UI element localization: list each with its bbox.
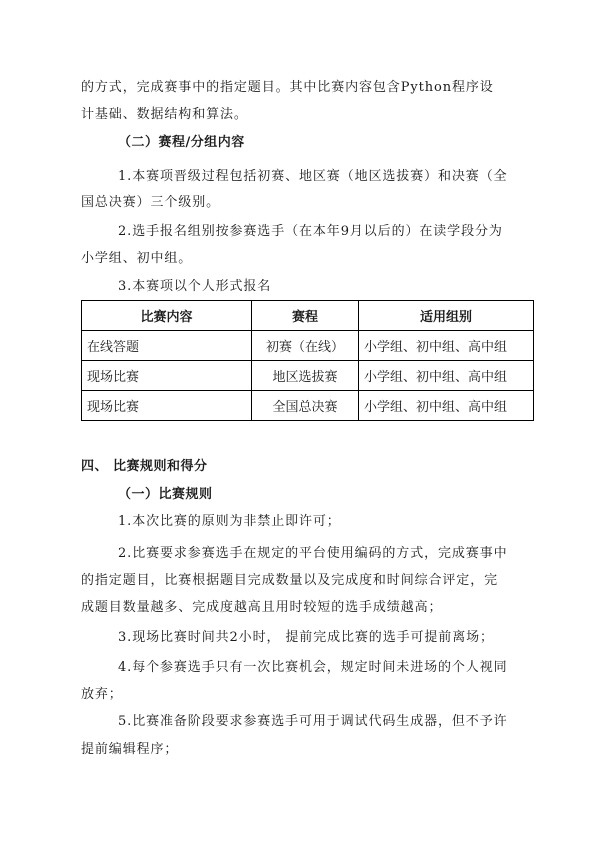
table-cell: 在线答题 xyxy=(82,331,252,361)
paragraph-line: 1.本赛项晋级过程包括初赛、地区赛（地区选拔赛）和决赛（全 xyxy=(118,169,508,184)
rule-line: 提前编辑程序； xyxy=(81,742,179,757)
paragraph-line: 3.本赛项以个人形式报名 xyxy=(118,279,272,294)
table-cell: 现场比赛 xyxy=(82,361,252,391)
competition-schedule-table xyxy=(81,300,534,421)
rule-line: 5.比赛准备阶段要求参赛选手可用于调试代码生成器，但不予许 xyxy=(118,714,508,729)
table-row xyxy=(82,331,534,361)
table-header-cell: 赛程 xyxy=(252,301,359,331)
table-cell: 小学组、初中组、高中组 xyxy=(359,391,534,421)
paragraph-line: 小学组、初中组。 xyxy=(81,251,193,266)
table-cell: 小学组、初中组、高中组 xyxy=(359,361,534,391)
table-row xyxy=(82,361,534,391)
paragraph-line: 2.选手报名组别按参赛选手（在本年9月以后的）在读学段分为 xyxy=(118,224,503,239)
rule-line: 放弃； xyxy=(81,687,123,702)
table-header-cell: 适用组别 xyxy=(359,301,534,331)
rule-line: 4.每个参赛选手只有一次比赛机会，规定时间未进场的个人视同 xyxy=(118,660,508,675)
rule-line: 2.比赛要求参赛选手在规定的平台使用编码的方式，完成赛事中 xyxy=(118,546,508,561)
intro-paragraph-line: 的方式，完成赛事中的指定题目。其中比赛内容包含Python程序设 xyxy=(81,80,494,95)
table-header-cell: 比赛内容 xyxy=(82,301,252,331)
rule-line: 1.本次比赛的原则为非禁止即许可； xyxy=(118,514,341,529)
section-heading: （二）赛程/分组内容 xyxy=(118,135,245,150)
table-cell: 小学组、初中组、高中组 xyxy=(359,331,534,361)
table-header-row xyxy=(82,301,534,331)
paragraph-line: 国总决赛）三个级别。 xyxy=(81,195,221,210)
table-cell: 现场比赛 xyxy=(82,391,252,421)
rule-line: 成题目数量越多、完成度越高且用时较短的选手成绩越高； xyxy=(81,600,443,615)
table-cell: 初赛（在线） xyxy=(252,331,359,361)
table-row xyxy=(82,391,534,421)
table-cell: 地区选拔赛 xyxy=(252,361,359,391)
section-heading: 四、 比赛规则和得分 xyxy=(81,459,208,474)
intro-paragraph-line: 计基础、数据结构和算法。 xyxy=(81,107,248,122)
rule-line: 3.现场比赛时间共2小时， 提前完成比赛的选手可提前离场； xyxy=(118,630,494,645)
subsection-heading: （一）比赛规则 xyxy=(118,487,213,502)
rule-line: 的指定题目，比赛根据题目完成数量以及完成度和时间综合评定，完 xyxy=(81,573,499,588)
table-cell: 全国总决赛 xyxy=(252,391,359,421)
